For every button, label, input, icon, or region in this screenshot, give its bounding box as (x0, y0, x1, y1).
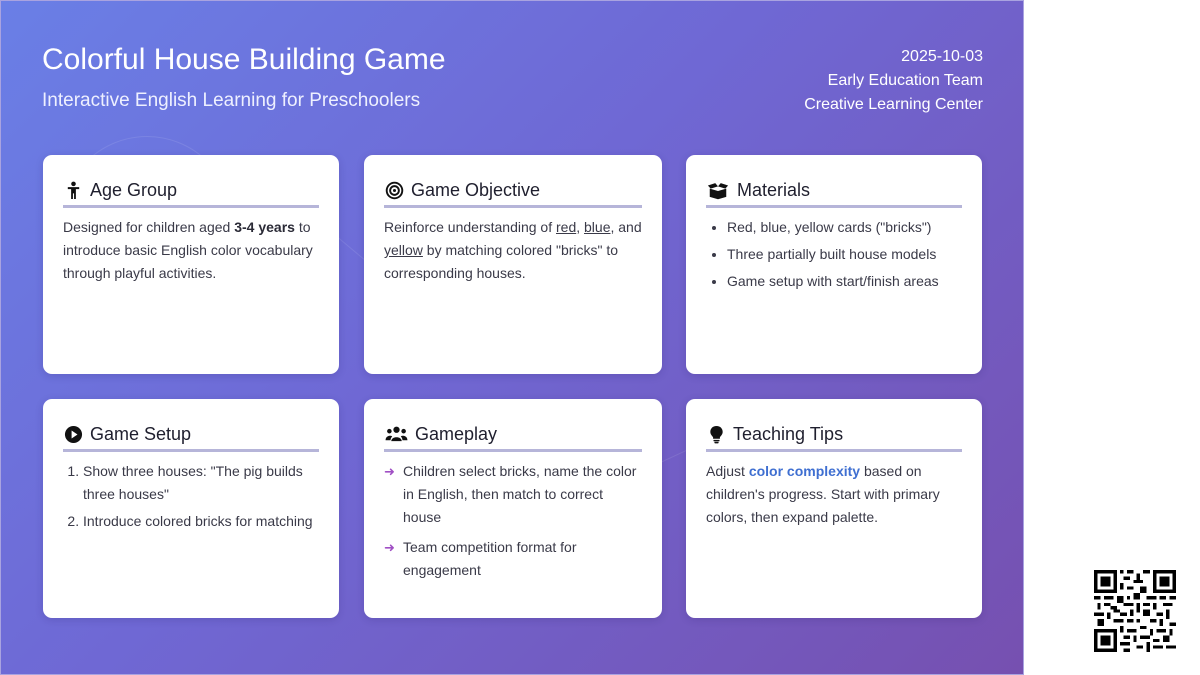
card-title: Teaching Tips (733, 423, 844, 444)
text: , and (610, 219, 642, 235)
card-teaching-tips (686, 399, 982, 618)
list-item (384, 536, 642, 582)
text: by matching colored "bricks" to corresponding houses. (384, 242, 619, 281)
text: Adjust (706, 463, 749, 479)
card-title: Game Objective (411, 179, 541, 200)
card-header (706, 421, 962, 452)
card-header (63, 421, 319, 452)
color-word-blue: blue (584, 219, 611, 235)
card-materials (686, 155, 982, 374)
list-item: 1. Show three houses: "The pig builds three houses" (83, 460, 319, 506)
card-body (63, 216, 319, 285)
meta-org: Creative Learning Center (804, 96, 983, 113)
list-item (384, 460, 642, 529)
card-game-objective (364, 155, 662, 374)
header-meta (804, 45, 983, 117)
card-title: Age Group (90, 179, 178, 200)
text: Reinforce understanding of (384, 219, 556, 235)
text: Designed for children aged (63, 219, 235, 235)
card-header (63, 177, 319, 208)
gameplay-list (384, 460, 642, 582)
page-title: Colorful House Building Game (42, 43, 446, 76)
list-item: 2. Introduce colored bricks for matching (83, 510, 319, 533)
highlight-text: color complexity (748, 463, 861, 479)
meta-date: 2025-10-03 (901, 48, 983, 65)
card-header (706, 177, 962, 208)
card-game-setup (43, 399, 339, 618)
qr-code[interactable] (1094, 570, 1176, 652)
age-description (63, 216, 319, 285)
card-body (706, 216, 962, 293)
text: , (576, 219, 585, 235)
objective-description (384, 216, 642, 285)
card-header (384, 421, 642, 452)
play-circle-icon (63, 424, 83, 444)
materials-list (706, 216, 962, 293)
target-icon (384, 180, 404, 200)
list-item: • Three partially built house models (727, 243, 962, 266)
card-body (63, 460, 319, 533)
text: based on children's progress. Start with primary colors, then expand palette. (706, 463, 940, 525)
color-word-red: red (556, 219, 577, 235)
card-body (384, 460, 642, 582)
box-icon (706, 180, 730, 200)
users-icon (384, 424, 408, 444)
card-header (384, 177, 642, 208)
text: to introduce basic English color vocabulary through playful activities. (63, 219, 313, 281)
card-title: Gameplay (415, 423, 498, 444)
card-age-group (43, 155, 339, 374)
arrow-right-icon: ➜ (384, 540, 395, 555)
text: Team competition format for engagement (403, 539, 577, 578)
card-body (384, 216, 642, 285)
list-item: • Game setup with start/finish areas (727, 270, 962, 293)
card-title: Materials (737, 179, 811, 200)
age-range: 3-4 years (234, 219, 295, 235)
card-title: Game Setup (90, 423, 192, 444)
list-item: • Red, blue, yellow cards ("bricks") (727, 216, 962, 239)
setup-steps (63, 460, 319, 533)
card-body (706, 460, 962, 529)
card-gameplay (364, 399, 662, 618)
lightbulb-icon (706, 424, 726, 444)
child-icon (63, 180, 83, 200)
tips-description (706, 460, 962, 529)
page-subtitle: Interactive English Learning for Preschoolers (42, 90, 421, 111)
meta-team: Early Education Team (827, 72, 983, 89)
arrow-right-icon: ➜ (384, 464, 395, 479)
color-word-yellow: yellow (384, 242, 423, 258)
text: Children select bricks, name the color in English, then match to correct house (403, 463, 637, 525)
